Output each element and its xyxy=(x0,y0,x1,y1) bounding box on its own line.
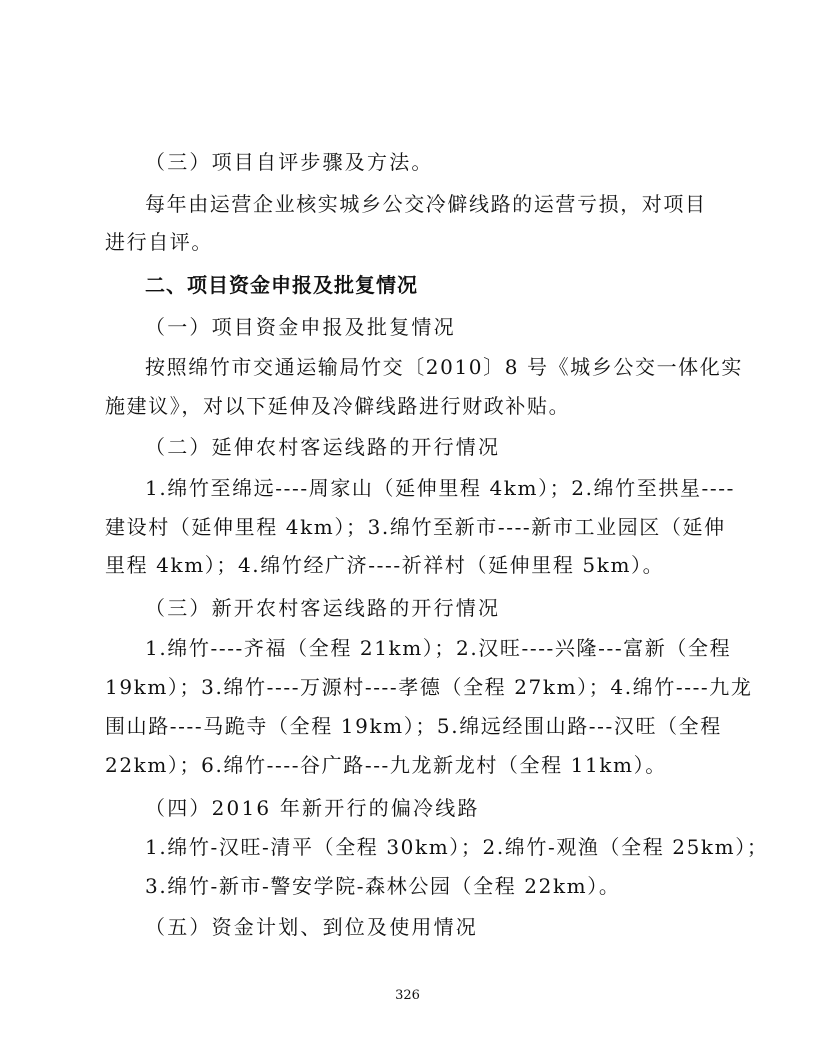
subsection-3-paragraph-line-2: 19km）；3.绵竹----万源村----孝德（全程 27km）；4.绵竹----九龙 xyxy=(105,675,753,699)
page-number: 326 xyxy=(395,988,420,1003)
subsection-3-paragraph-line-1: 1.绵竹----齐福（全程 21km）；2.汉旺----兴隆---富新（全程 xyxy=(145,636,732,660)
section-3-title: （三）项目自评步骤及方法。 xyxy=(145,150,434,174)
subsection-4-title: （四）2016 年新开行的偏冷线路 xyxy=(145,796,480,820)
section-3-paragraph-line-2: 进行自评。 xyxy=(105,230,213,254)
section-heading-2: 二、项目资金申报及批复情况 xyxy=(145,273,418,297)
subsection-1-paragraph-line-2: 施建议》，对以下延伸及冷僻线路进行财政补贴。 xyxy=(105,394,571,418)
subsection-4-paragraph-line-1: 1.绵竹-汉旺-清平（全程 30km）；2.绵竹-观渔（全程 25km）； xyxy=(145,835,769,859)
subsection-1-title: （一）项目资金申报及批复情况 xyxy=(145,315,456,339)
section-3-paragraph-line-1: 每年由运营企业核实城乡公交冷僻线路的运营亏损，对项目 xyxy=(145,192,707,216)
subsection-3-paragraph-line-4: 22km）；6.绵竹----谷广路---九龙新龙村（全程 11km）。 xyxy=(105,753,667,777)
subsection-3-paragraph-line-3: 围山路----马跪寺（全程 19km）；5.绵远经围山路---汉旺（全程 xyxy=(105,714,722,738)
subsection-1-paragraph-line-1: 按照绵竹市交通运输局竹交〔2010〕8 号《城乡公交一体化实 xyxy=(145,355,743,379)
subsection-2-paragraph-line-1: 1.绵竹至绵远----周家山（延伸里程 4km）；2.绵竹至拱星---- xyxy=(145,476,735,500)
subsection-2-paragraph-line-2: 建设村（延伸里程 4km）；3.绵竹至新市----新市工业园区（延伸 xyxy=(105,515,726,539)
subsection-4-paragraph-line-2: 3.绵竹-新市-警安学院-森林公园（全程 22km）。 xyxy=(145,874,621,898)
subsection-2-paragraph-line-3: 里程 4km）；4.绵竹经广济----祈祥村（延伸里程 5km）。 xyxy=(105,553,665,577)
subsection-5-title: （五）资金计划、到位及使用情况 xyxy=(145,915,478,939)
subsection-2-title: （二）延伸农村客运线路的开行情况 xyxy=(145,435,501,459)
subsection-3-title: （三）新开农村客运线路的开行情况 xyxy=(145,596,501,620)
